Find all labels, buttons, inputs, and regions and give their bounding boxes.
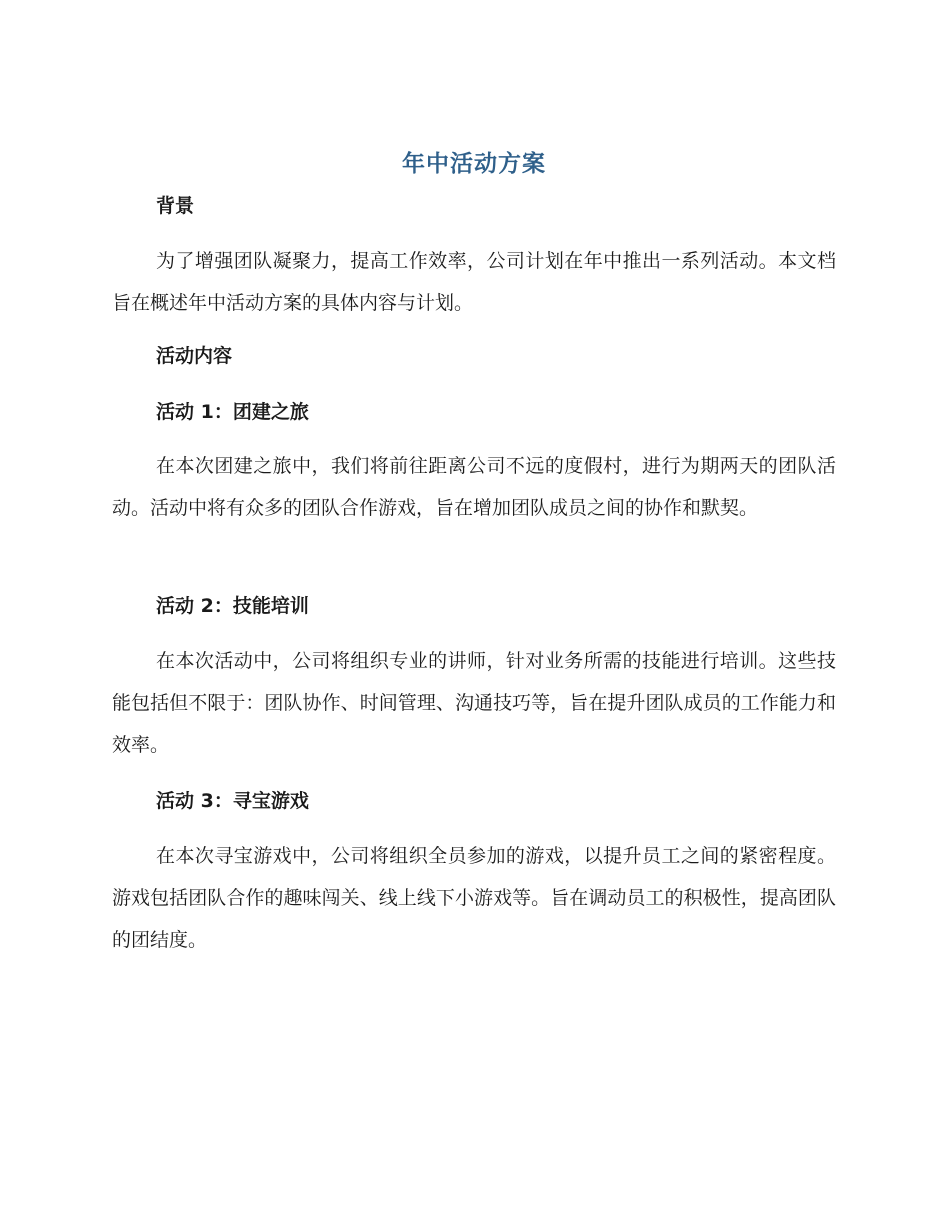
section-heading-activity-3: 活动 3：寻宝游戏 [156, 790, 309, 812]
section-body-activity-1: 在本次团建之旅中，我们将前往距离公司不远的度假村，进行为期两天的团队活动。活动中将有众多的团队合作游戏，旨在增加团队成员之间的协作和默契。 [112, 455, 836, 519]
section-heading-activity-content: 活动内容 [156, 345, 233, 367]
section-body-activity-2: 在本次活动中，公司将组织专业的讲师，针对业务所需的技能进行培训。这些技能包括但不限于：团队协作、时间管理、沟通技巧等，旨在提升团队成员的工作能力和效率。 [112, 650, 836, 756]
section-body-background: 为了增强团队凝聚力，提高工作效率，公司计划在年中推出一系列活动。本文档旨在概述年中活动方案的具体内容与计划。 [112, 250, 836, 314]
section-heading-activity-2: 活动 2：技能培训 [156, 595, 309, 617]
document-title: 年中活动方案 [402, 151, 546, 177]
section-heading-activity-1: 活动 1：团建之旅 [156, 401, 309, 423]
section-heading-background: 背景 [156, 195, 195, 217]
section-body-activity-3: 在本次寻宝游戏中，公司将组织全员参加的游戏，以提升员工之间的紧密程度。游戏包括团队合作的趣味闯关、线上线下小游戏等。旨在调动员工的积极性，提高团队的团结度。 [112, 845, 836, 951]
